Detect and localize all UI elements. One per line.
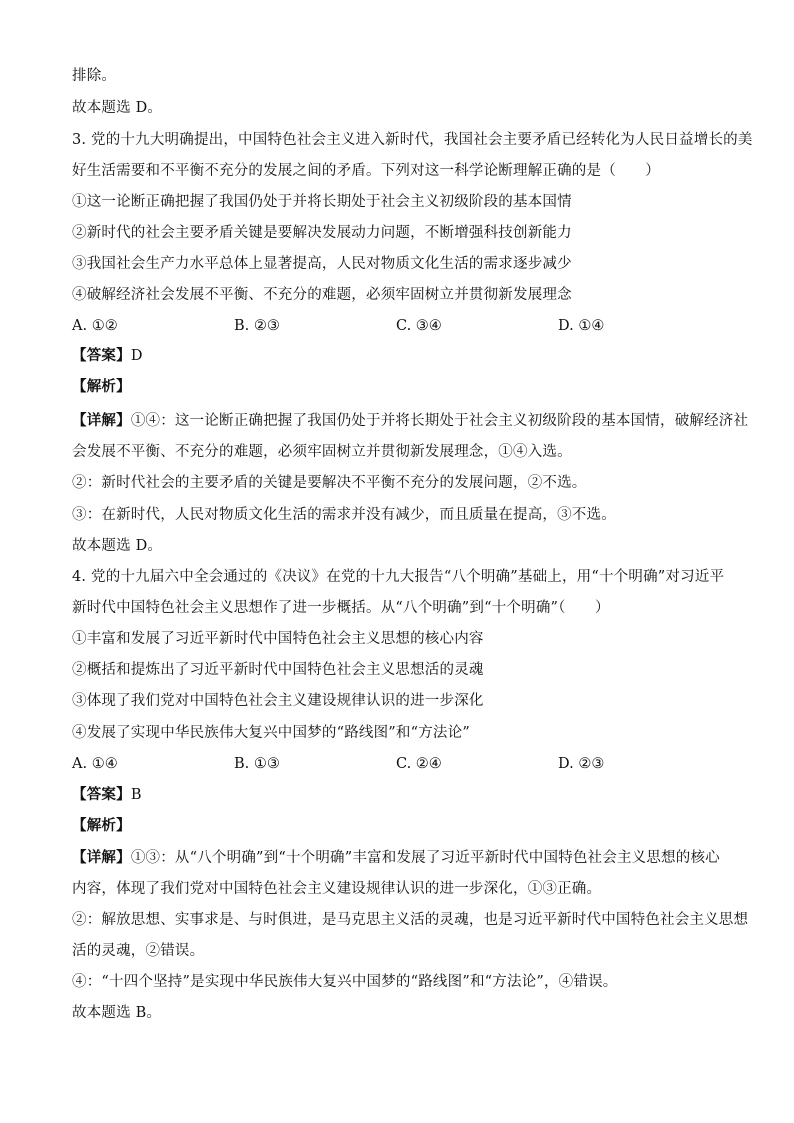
q4-option-a: A. ①④ bbox=[72, 756, 118, 772]
q4-detail-line-4: 活的灵魂，②错误。 bbox=[72, 943, 205, 959]
q4-analysis-heading bbox=[72, 816, 734, 836]
q4-item-4: ④发展了实现中华民族伟大复兴中国梦的“路线图”和“方法论” bbox=[72, 725, 470, 741]
q3-answer-tag: 【答案】 bbox=[72, 347, 131, 364]
q3-option-b: B. ②③ bbox=[234, 318, 280, 334]
q3-detail-line-1 bbox=[72, 411, 749, 431]
q3-stem-line-2: 好生活需要和不平衡不充分的发展之间的矛盾。下列对这一科学论断理解正确的是（ ） bbox=[72, 163, 660, 179]
q4-option-c: C. ②④ bbox=[396, 756, 442, 772]
q4-detail-line-1 bbox=[72, 848, 734, 868]
q3-item-3: ③我国社会生产力水平总体上显著提高，人民对物质文化生活的需求逐步减少 bbox=[72, 256, 572, 272]
q4-answer-value: B bbox=[130, 787, 142, 803]
q4-option-d: D. ②③ bbox=[558, 756, 605, 772]
q4-detail-tag: 【详解】 bbox=[72, 849, 131, 866]
q3-detail-line-4: ③：在新时代，人民对物质文化生活的需求并没有减少，而且质量在提高，③不选。 bbox=[72, 507, 616, 523]
q4-detail-text-1: ①③：从“八个明确”到“十个明确”丰富和发展了习近平新时代中国特色社会主义思想的核心 bbox=[130, 850, 720, 866]
q4-conclusion: 故本题选 B。 bbox=[72, 1005, 162, 1021]
q3-item-2: ②新时代的社会主要矛盾关键是要解决发展动力问题，不断增强科技创新能力 bbox=[72, 225, 572, 241]
q4-stem-line-2: 新时代中国特色社会主义思想作了进一步概括。从“八个明确”到“十个明确”（ ） bbox=[72, 600, 610, 616]
prev-conclusion: 故本题选 D。 bbox=[72, 100, 163, 116]
q3-answer bbox=[72, 346, 734, 366]
q4-item-1: ①丰富和发展了习近平新时代中国特色社会主义思想的核心内容 bbox=[72, 631, 484, 647]
q3-option-c: C. ③④ bbox=[396, 318, 442, 334]
q4-stem-line-1: 4. 党的十九届六中全会通过的《决议》在党的十九大报告“八个明确”基础上，用“十个明确”对习近平 bbox=[72, 569, 725, 585]
q3-analysis-heading bbox=[72, 377, 734, 397]
q4-analysis-tag: 【解析】 bbox=[72, 817, 131, 834]
q4-detail-line-3: ②：解放思想、实事求是、与时俱进，是马克思主义活的灵魂，也是习近平新时代中国特色社会主义思想 bbox=[72, 912, 749, 928]
q4-option-b: B. ①③ bbox=[234, 756, 280, 772]
q3-option-d: D. ①④ bbox=[558, 318, 605, 334]
q3-option-a: A. ①② bbox=[72, 318, 118, 334]
q4-item-3: ③体现了我们党对中国特色社会主义建设规律认识的进一步深化 bbox=[72, 693, 484, 709]
q3-detail-line-3: ②：新时代社会的主要矛盾的关键是要解决不平衡不充分的发展问题，②不选。 bbox=[72, 475, 587, 491]
q4-detail-line-2: 内容，体现了我们党对中国特色社会主义建设规律认识的进一步深化，①③正确。 bbox=[72, 881, 602, 897]
q3-detail-tag: 【详解】 bbox=[72, 412, 131, 429]
q3-detail-text-1: ①④：这一论断正确把握了我国仍处于并将长期处于社会主义初级阶段的基本国情，破解经济社 bbox=[130, 413, 749, 429]
q3-detail-line-2: 会发展不平衡、不充分的难题，必须牢固树立并贯彻新发展理念，①④入选。 bbox=[72, 444, 572, 460]
q4-detail-line-5: ④：“十四个坚持”是实现中华民族伟大复兴中国梦的“路线图”和“方法论”，④错误。 bbox=[72, 974, 618, 990]
q4-answer bbox=[72, 785, 734, 805]
q4-item-2: ②概括和提炼出了习近平新时代中国特色社会主义思想活的灵魂 bbox=[72, 662, 484, 678]
q3-stem-line-1: 3. 党的十九大明确提出，中国特色社会主义进入新时代，我国社会主要矛盾已经转化为人民日益增长的美 bbox=[72, 132, 753, 148]
prev-tail-text: 排除。 bbox=[72, 68, 117, 84]
q3-answer-value: D bbox=[130, 348, 143, 364]
q3-analysis-tag: 【解析】 bbox=[72, 378, 131, 395]
q4-answer-tag: 【答案】 bbox=[72, 786, 131, 803]
q3-item-4: ④破解经济社会发展不平衡、不充分的难题，必须牢固树立并贯彻新发展理念 bbox=[72, 287, 572, 303]
q3-item-1: ①这一论断正确把握了我国仍处于并将长期处于社会主义初级阶段的基本国情 bbox=[72, 194, 572, 210]
q3-conclusion: 故本题选 D。 bbox=[72, 538, 163, 554]
